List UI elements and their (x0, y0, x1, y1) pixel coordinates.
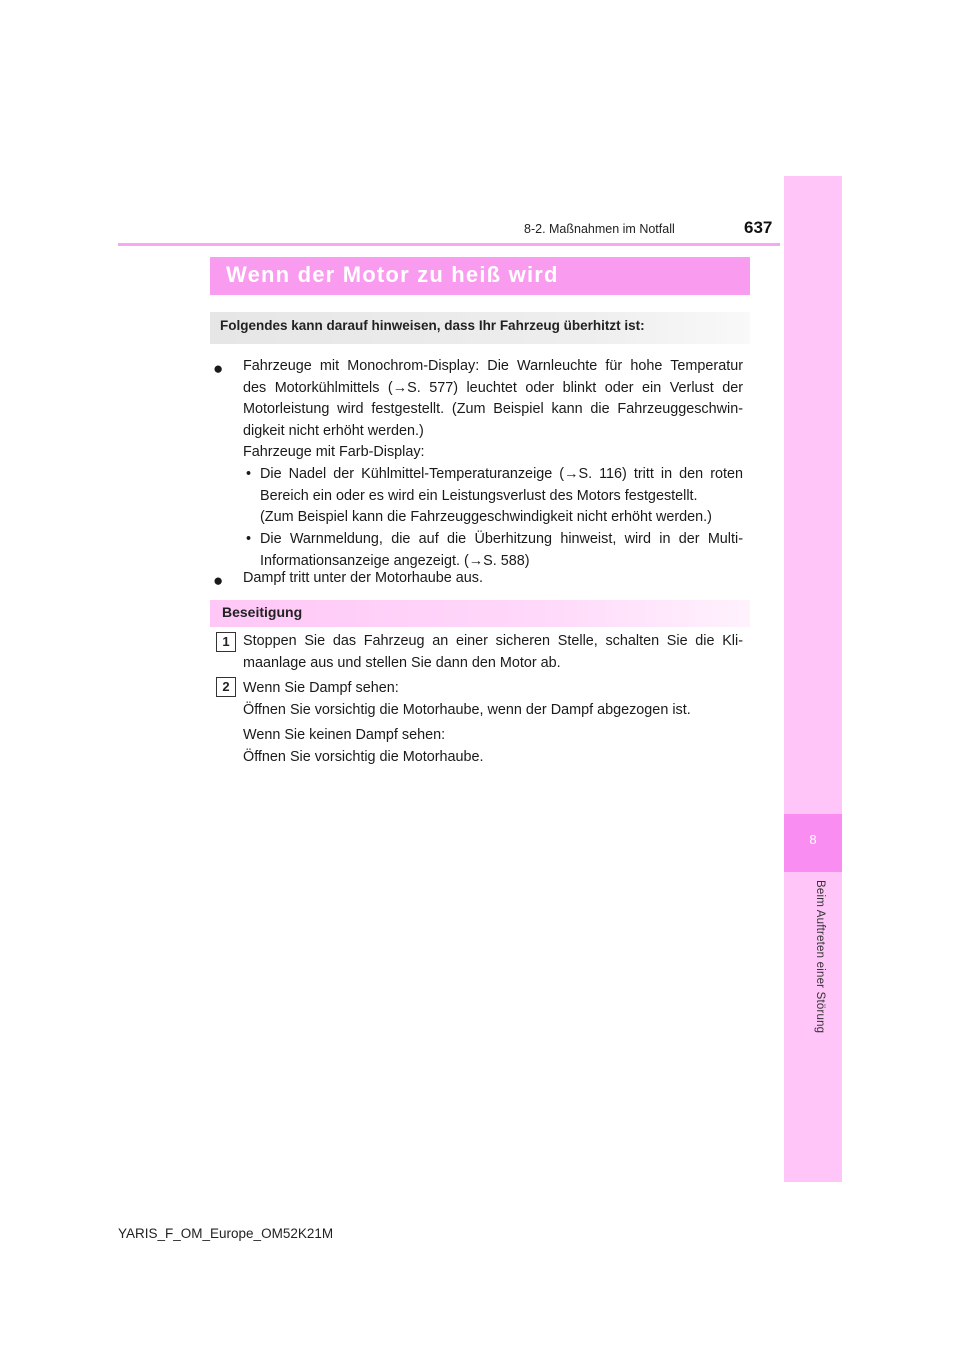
bullet-1-marker: ● (213, 359, 224, 378)
sub-bullet-1 (260, 464, 743, 529)
step-2-line: Wenn Sie Dampf sehen: (243, 680, 399, 696)
step-1-line: Stoppen Sie das Fahrzeug an einer sicheren Stelle, schalten Sie die Kli- (243, 633, 743, 649)
step-2-line: Öffnen Sie vorsichtig die Motorhaube, wenn der Dampf abgezogen ist. (243, 701, 691, 718)
intro-text: Folgendes kann darauf hinweisen, dass Ihr Fahrzeug überhitzt ist: (220, 318, 645, 333)
sub-bullet-1-line: (Zum Beispiel kann die Fahrzeuggeschwindigkeit nicht erhöht werden.) (260, 509, 712, 526)
page-number: 637 (744, 218, 773, 237)
sub-bullet-1-line: Die Nadel der Kühlmittel-Temperaturanzeige (→S. 116) tritt in den roten (260, 466, 743, 482)
bullet-1-line: des Motorkühlmittels (→S. 577) leuchtet oder blinkt oder ein Verlust der (243, 379, 743, 396)
bullet-1-line: Fahrzeuge mit Farb-Display: (243, 444, 425, 461)
step-1-text (243, 631, 743, 674)
bullet-2-marker: ● (213, 571, 224, 590)
bullet-1-line: Motorleistung wird festgestellt. (Zum Beispiel kann die Fahrzeuggeschwin- (243, 401, 743, 418)
header-rule (118, 243, 780, 246)
bullet-1 (243, 356, 743, 464)
subheading: Beseitigung (222, 604, 303, 620)
bullet-2: Dampf tritt unter der Motorhaube aus. (243, 570, 483, 586)
sub-bullet-2-marker: • (246, 531, 252, 547)
sub-bullet-1-line: Bereich ein oder es wird ein Leistungsverlust des Motors festgestellt. (260, 487, 698, 504)
sub-bullet-2-line: Informationsanzeige angezeigt. (→S. 588) (260, 552, 530, 569)
chapter-title: Beim Auftreten einer Störung (814, 880, 826, 1034)
sub-bullet-1-marker: • (246, 466, 252, 482)
document-code: YARIS_F_OM_Europe_OM52K21M (118, 1226, 334, 1241)
sub-bullet-2-line: Die Warnmeldung, die auf die Überhitzung hinweist, wird in der Multi- (260, 531, 743, 547)
step-1-line: maanlage aus und stellen Sie dann den Motor ab. (243, 654, 561, 671)
section-label: 8-2. Maßnahmen im Notfall (524, 222, 675, 236)
bullet-1-line: Fahrzeuge mit Monochrom-Display: Die Warnleuchte für hohe Temperatur (243, 358, 743, 374)
step-2-extra-line: Wenn Sie keinen Dampf sehen: (243, 727, 446, 743)
page-title: Wenn der Motor zu heiß wird (226, 262, 559, 287)
sub-bullet-2 (260, 529, 743, 572)
step-1-number: 1 (216, 632, 236, 652)
bullet-1-line: digkeit nicht erhöht werden.) (243, 422, 424, 439)
step-2-number: 2 (216, 677, 236, 697)
chapter-number: 8 (809, 832, 817, 847)
step-2-text (243, 678, 743, 721)
step-2-extra-text (243, 725, 743, 768)
step-2-extra-line: Öffnen Sie vorsichtig die Motorhaube. (243, 748, 484, 765)
